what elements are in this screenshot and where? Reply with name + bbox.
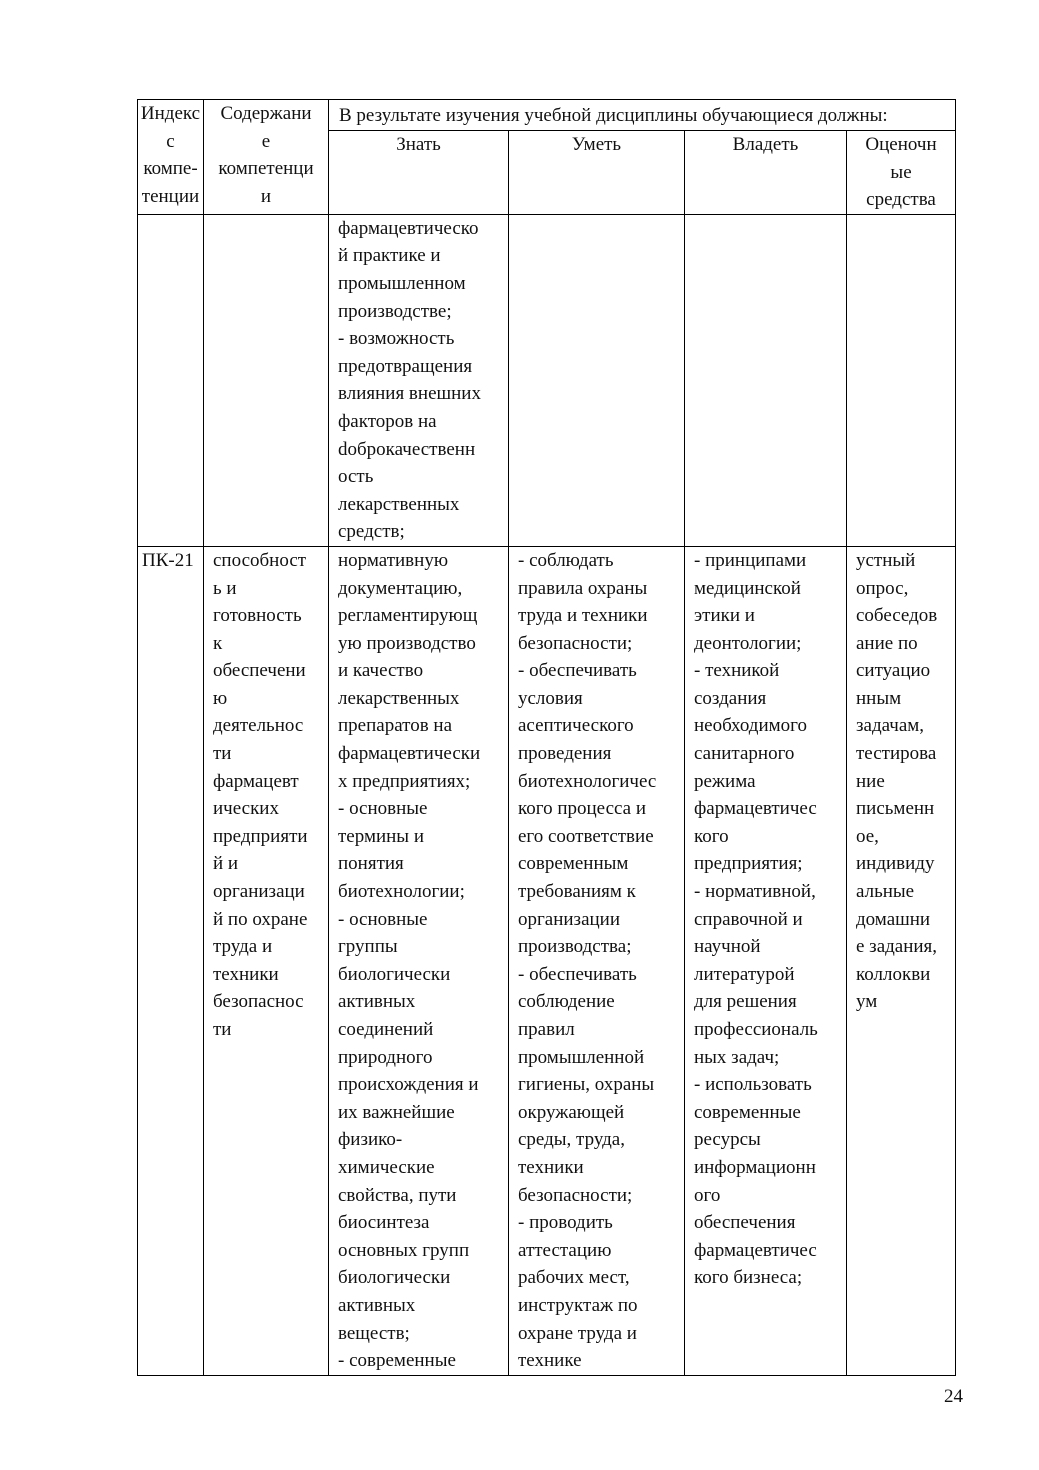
cell-content: [204, 214, 329, 546]
cell-assessment: устный опрос, собеседов ание по ситуацио нным задачам, тестирова ние письменн ое, индивиду альные домашни е задания, коллокви ум: [847, 546, 956, 1375]
cell-can: - соблюдать правила охраны труда и техники безопасности; - обеспечивать условия асептического проведения биотехнологичес кого процесса и его соответствие современным требованиям к организации производства; - обеспечивать соблюдение правил промышленной гигиены, охраны окружающей среды, труда, техники безопасности; - проводить аттестацию рабочих мест, инструктаж по охране труда и технике: [509, 546, 685, 1375]
cell-know: нормативную документацию, регламентирующ ую производство и качество лекарственных препаратов на фармацевтически х предприятиях; - основные термины и понятия биотехнологии; - основные группы биологически активных соединений природного происхождения и их важнейшие физико- химические свойства, пути биосинтеза основных групп биологически активных веществ; - современные: [329, 546, 509, 1375]
page-number: 24: [944, 1386, 963, 1407]
header-content: Содержани е компетенци и: [204, 100, 329, 215]
cell-assessment: [847, 214, 956, 546]
header-master: Владеть: [685, 131, 847, 215]
cell-master: [685, 214, 847, 546]
header-can: Уметь: [509, 131, 685, 215]
cell-know: фармацевтическо й практике и промышленном производстве; - возможность предотвращения влияния внешних факторов на doброкачественн ость лекарственных средств;: [329, 214, 509, 546]
cell-index: [138, 214, 204, 546]
cell-index: ПК-21: [138, 546, 204, 1375]
header-index: Индекс с компе- тенции: [138, 100, 204, 215]
cell-content: способност ь и готовность к обеспечени ю деятельнос ти фармацевт ических предприяти й и организаци й по охране труда и техники безопаснос ти: [204, 546, 329, 1375]
table-row: [138, 214, 956, 546]
competencies-table: [137, 99, 956, 1376]
table-row: [138, 546, 956, 1375]
cell-can: [509, 214, 685, 546]
header-know: Знать: [329, 131, 509, 215]
header-assessment: Оценочн ые средства: [847, 131, 956, 215]
cell-master: - принципами медицинской этики и деонтологии; - техникой создания необходимого санитарного режима фармацевтичес кого предприятия; - нормативной, справочной и научной литературой для решения профессиональ ных задач; - использовать современные ресурсы информационн ого обеспечения фармацевтичес кого бизнеса;: [685, 546, 847, 1375]
header-group: В результате изучения учебной дисциплины обучающиеся должны:: [329, 100, 956, 131]
